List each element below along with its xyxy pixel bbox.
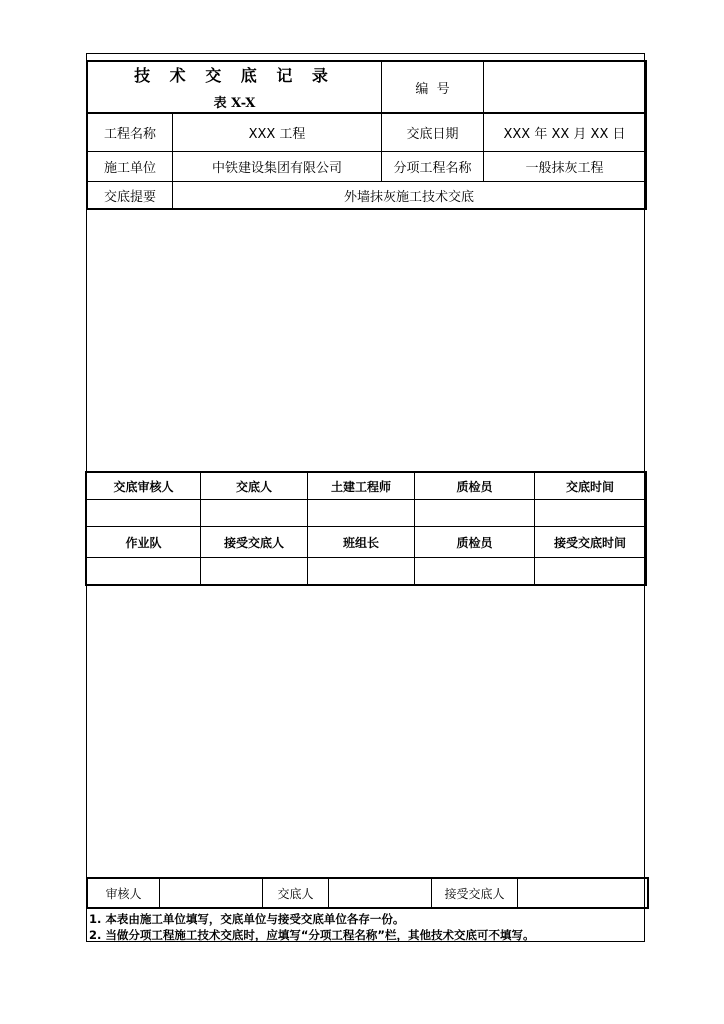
disclosure-date-value: XXX 年 XX 月 XX 日 [503,127,626,142]
footer-discloser-label: 交底人 [277,886,314,901]
sig-label-team-leader: 班组长 [342,535,379,550]
sig-field-work-team[interactable] [87,558,200,584]
sig-field-civil-engineer[interactable] [308,500,414,526]
sig-field-inspector-2[interactable] [415,558,534,584]
sig-field-receive-time[interactable] [535,558,645,584]
sig-label-receive-time: 接受交底时间 [553,535,626,550]
footer-reviewer-field[interactable] [160,879,262,907]
sig-field-reviewer[interactable] [87,500,200,526]
project-name-value: XXX 工程 [248,127,306,142]
sig-label-inspector: 质检员 [456,479,493,494]
sig-field-team-leader[interactable] [308,558,414,584]
sig-label-discloser: 交底人 [235,479,272,494]
sig-label-work-team: 作业队 [125,535,162,550]
subitem-name-label: 分项工程名称 [393,161,472,176]
sig-field-discloser[interactable] [201,500,307,526]
footer-receiver-field[interactable] [518,879,647,907]
frame-top-border [86,53,645,54]
summary-value: 外墙抹灰施工技术交底 [343,190,474,205]
footer-discloser-field[interactable] [329,879,431,907]
sig-field-disclosure-time[interactable] [535,500,645,526]
number-value-field[interactable] [484,62,644,112]
lower-content-area[interactable] [88,588,643,876]
sig-label-inspector-2: 质检员 [456,535,493,550]
construction-unit-value: 中铁建设集团有限公司 [211,161,342,176]
sig-field-inspector[interactable] [415,500,534,526]
sig-label-reviewer: 交底审核人 [113,479,174,494]
project-name-label: 工程名称 [103,127,156,142]
footer-reviewer-label: 审核人 [105,886,142,901]
form-number: 表 X-X [213,95,256,111]
note-line-1: 1. 本表由施工单位填写，交底单位与接受交底单位各存一份。 [89,912,405,926]
disclosure-content-area[interactable] [88,211,643,470]
disclosure-date-label: 交底日期 [406,127,459,142]
subitem-name-value: 一般抹灰工程 [525,161,604,176]
construction-unit-label: 施工单位 [103,161,156,176]
footer-receiver-label: 接受交底人 [444,886,505,901]
number-label: 编 号 [415,81,450,97]
sig-label-disclosure-time: 交底时间 [565,479,614,494]
note-line-2: 2. 当做分项工程施工技术交底时，应填写“分项工程名称”栏，其他技术交底可不填写。 [89,928,535,942]
summary-label: 交底提要 [103,190,156,205]
sig-label-receiver: 接受交底人 [223,535,284,550]
sig-field-receiver[interactable] [201,558,307,584]
form-title: 技 术 交 底 记 录 [134,65,335,85]
sig-label-civil-engineer: 土建工程师 [330,479,391,494]
